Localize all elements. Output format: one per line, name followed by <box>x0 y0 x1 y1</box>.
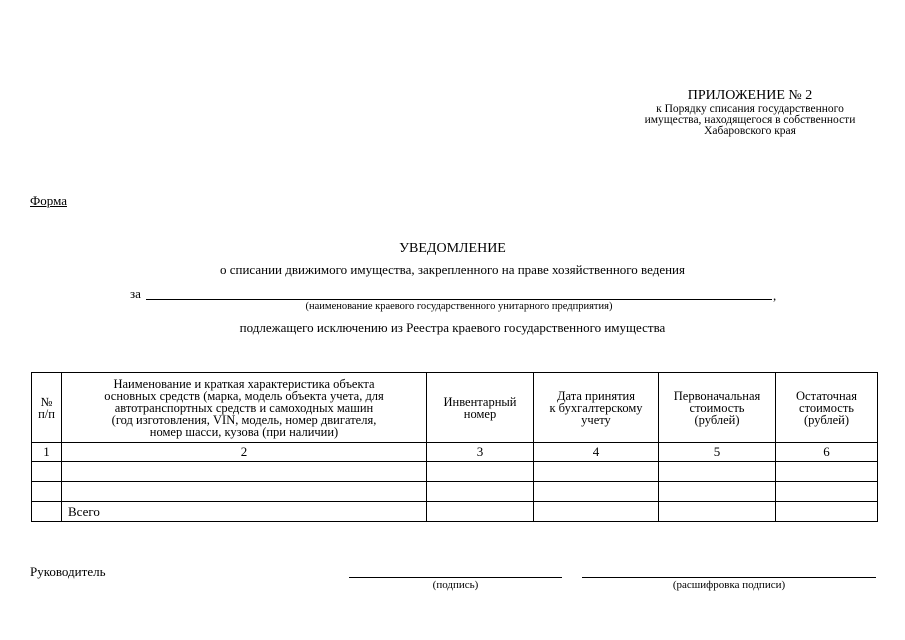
column-number: 2 <box>62 443 427 462</box>
total-label: Всего <box>62 502 427 522</box>
table-cell <box>776 502 878 522</box>
table-cell <box>776 462 878 482</box>
signature-line <box>349 577 562 578</box>
header-name: Наименование и краткая характеристика объекта основных средств (марка, модель объекта учета, для автотранспортных средств и самоходных машин (год изготовления, VIN, модель, номер двигателя, номер шасси, кузова (при наличии) <box>62 373 427 443</box>
header-inventory-number: Инвентарный номер <box>427 373 534 443</box>
document-subtitle: о списании движимого имущества, закрепленного на праве хозяйственного ведения <box>220 262 685 277</box>
registry-line: подлежащего исключению из Реестра краевого государственного имущества <box>239 320 666 335</box>
appendix-line-2: имущества, находящегося в собственности <box>644 114 856 126</box>
appendix-line-3: Хабаровского края <box>704 125 796 137</box>
table-cell <box>32 462 62 482</box>
header-initial-cost: Первоначальная стоимость (рублей) <box>659 373 776 443</box>
table-cell <box>659 462 776 482</box>
column-number: 6 <box>776 443 878 462</box>
column-number: 5 <box>659 443 776 462</box>
column-number: 3 <box>427 443 534 462</box>
signature-caption: (подпись) <box>432 579 479 591</box>
header-number: № п/п <box>32 373 62 443</box>
header-residual-cost: Остаточная стоимость (рублей) <box>776 373 878 443</box>
appendix-block <box>560 88 905 137</box>
table-cell <box>659 502 776 522</box>
table-cell <box>659 482 776 502</box>
table-row <box>32 482 878 502</box>
signature-decode-caption: (расшифровка подписи) <box>672 579 786 591</box>
table-cell <box>62 482 427 502</box>
table-cell <box>32 482 62 502</box>
table-header-row <box>32 373 878 443</box>
table-cell <box>427 482 534 502</box>
column-number-row <box>32 443 878 462</box>
for-prefix: за <box>130 286 141 301</box>
header-acceptance-date: Дата принятия к бухгалтерскому учету <box>534 373 659 443</box>
column-number: 4 <box>534 443 659 462</box>
for-comma: , <box>773 288 777 303</box>
table-cell <box>534 482 659 502</box>
table-cell <box>62 462 427 482</box>
property-table <box>31 372 878 522</box>
table-cell <box>427 462 534 482</box>
signature-decode-line <box>582 577 876 578</box>
enterprise-name-caption: (наименование краевого государственного унитарного предприятия) <box>305 301 613 312</box>
enterprise-name-line <box>146 299 772 300</box>
table-row <box>32 462 878 482</box>
document-title: УВЕДОМЛЕНИЕ <box>399 241 506 256</box>
appendix-title: ПРИЛОЖЕНИЕ № 2 <box>687 88 813 103</box>
form-label: Форма <box>30 193 67 208</box>
table-cell <box>534 502 659 522</box>
table-cell <box>776 482 878 502</box>
table-cell <box>32 502 62 522</box>
column-number: 1 <box>32 443 62 462</box>
table-cell <box>534 462 659 482</box>
appendix-line-1: к Порядку списания государственного <box>656 103 844 115</box>
table-cell <box>427 502 534 522</box>
total-row <box>32 502 878 522</box>
head-label: Руководитель <box>30 564 106 579</box>
